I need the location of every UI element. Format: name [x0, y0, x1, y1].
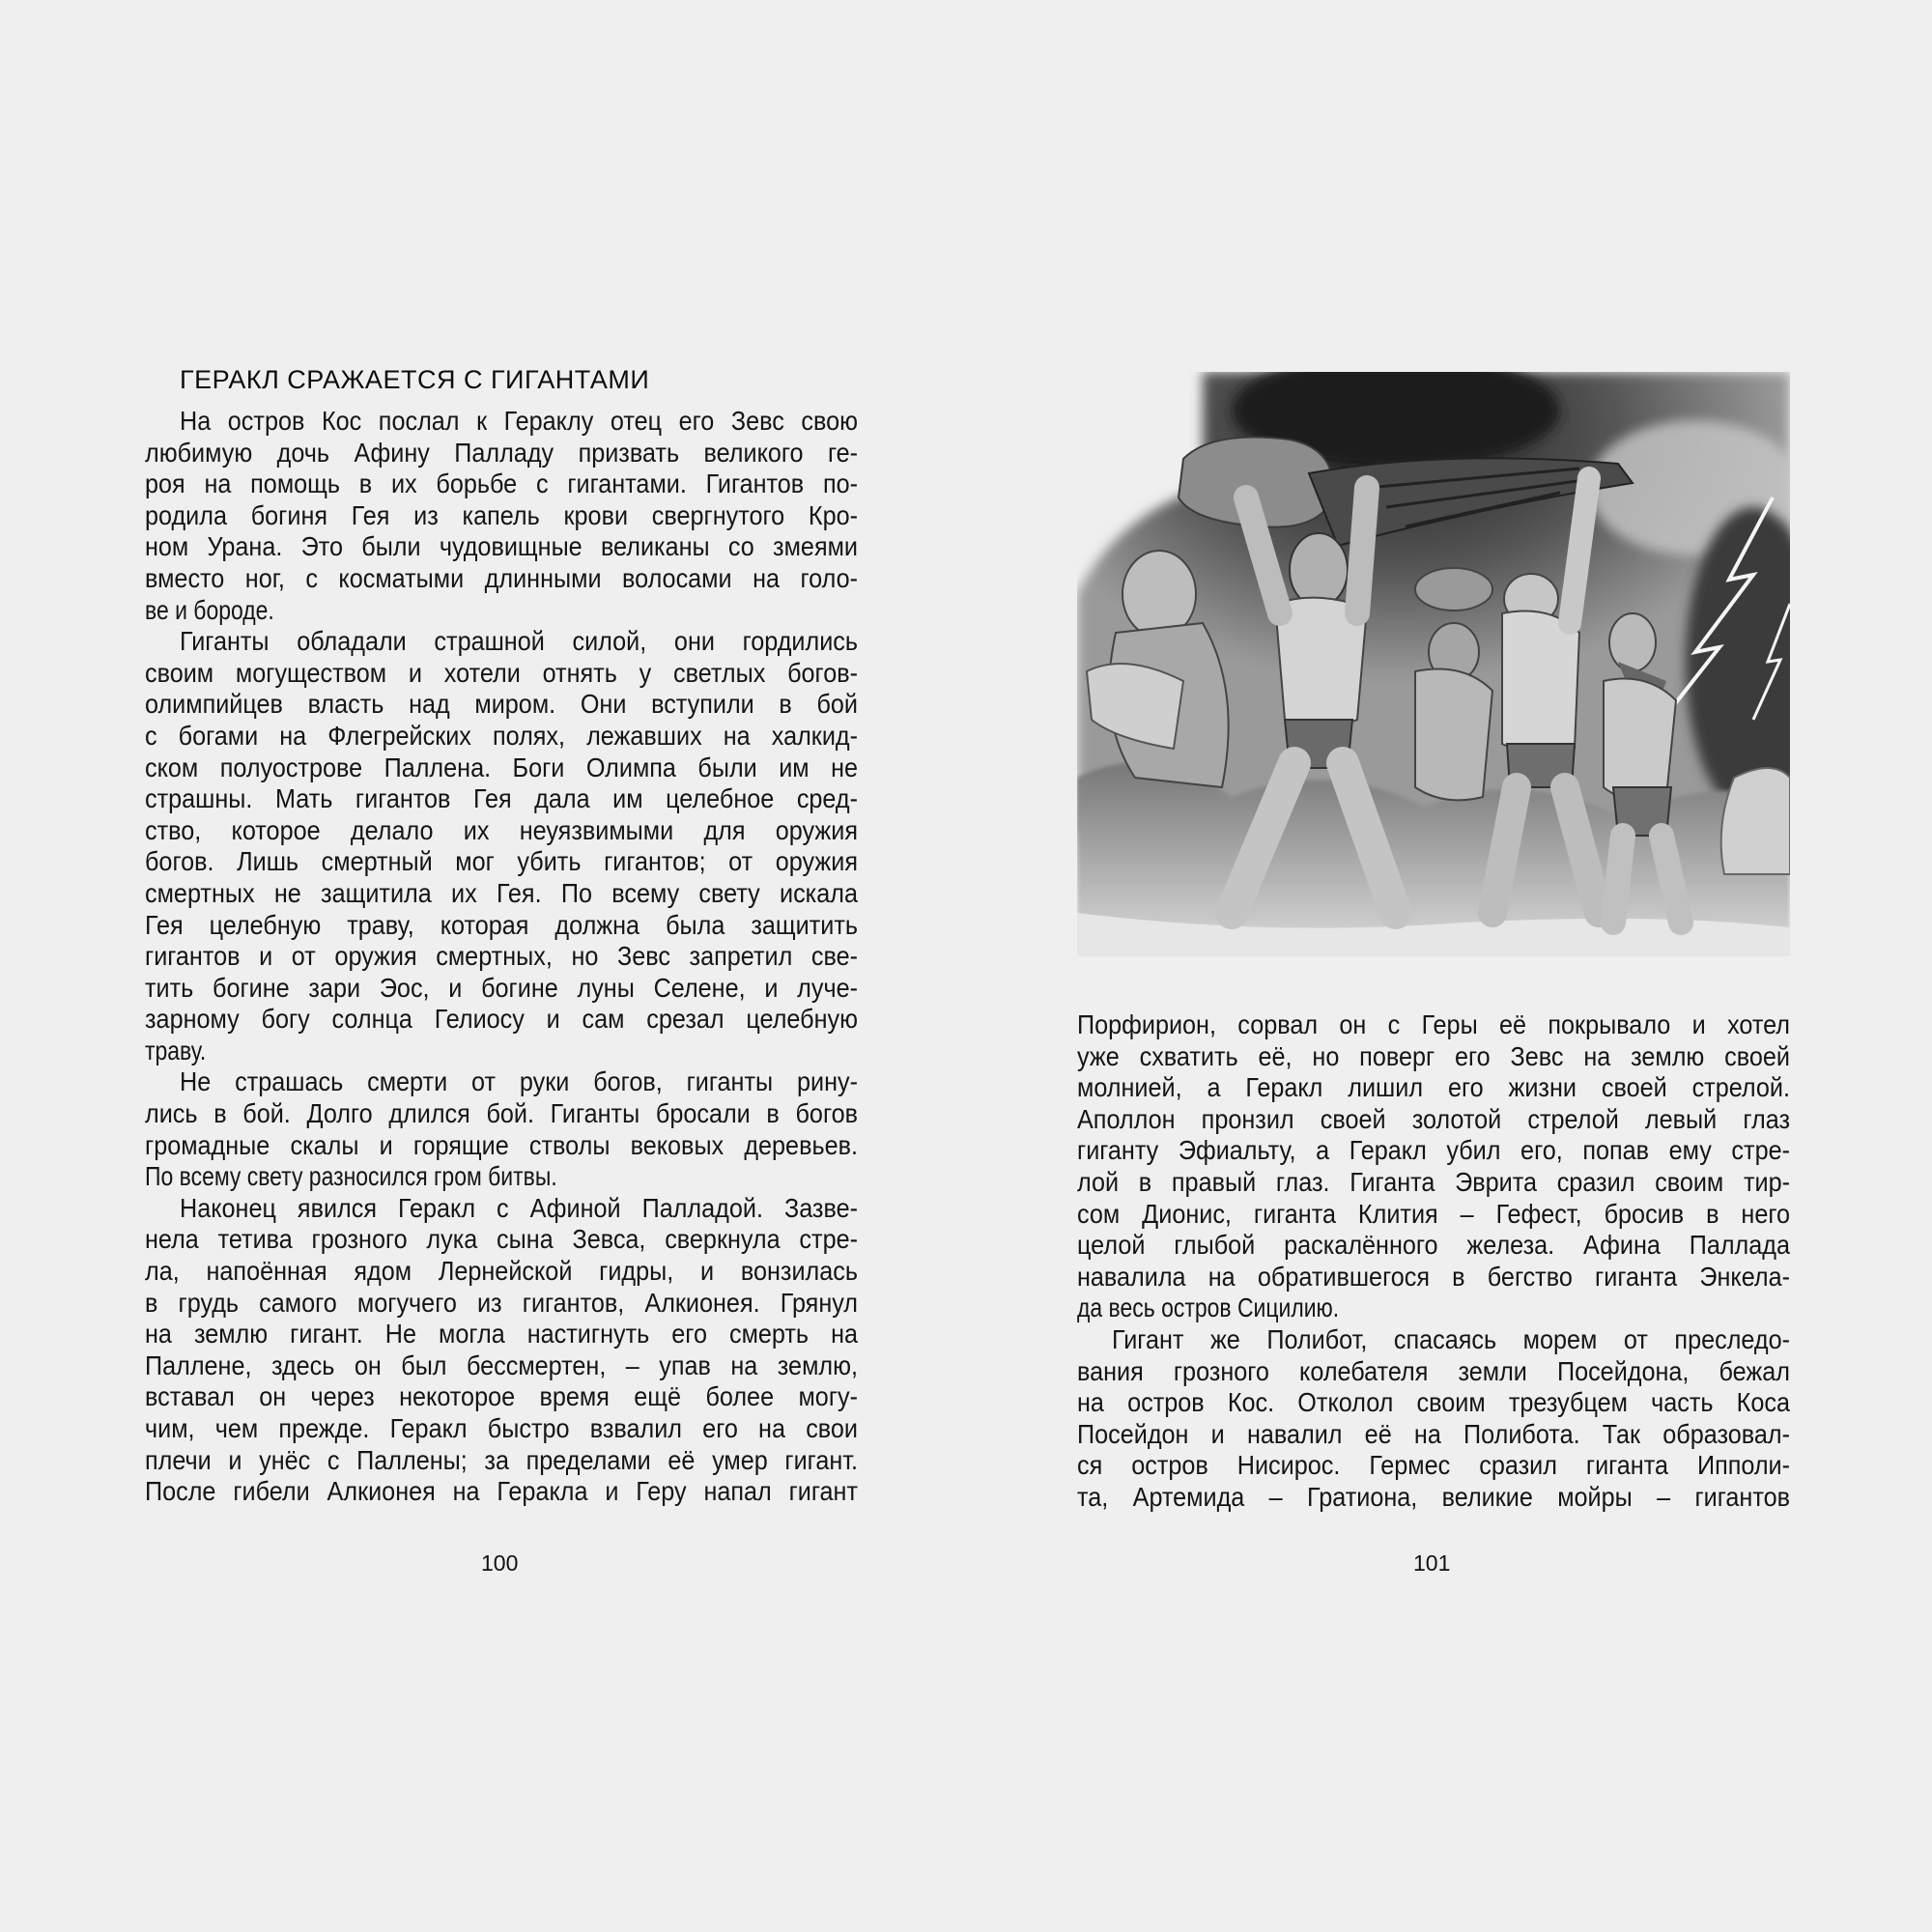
text-line-content: та, Артемида – Гратиона, великие мойры – гигантов: [1077, 1481, 1790, 1512]
text-line-content: ном Урана. Это были чудовищные великаны со змеями: [145, 531, 858, 562]
text-line-content: в грудь самого могучего из гигантов, Алкионея. Грянул: [145, 1287, 858, 1318]
text-line: [145, 1413, 858, 1445]
text-line-content: навалила на обратившегося в бегство гиганта Энкела-: [1077, 1261, 1790, 1292]
text-line-content: уже схватить её, но поверг его Зевс на землю своей: [1077, 1040, 1790, 1071]
text-line: [145, 1381, 858, 1413]
text-line: [145, 1130, 858, 1162]
text-line-content: Гея целебную траву, которая должна была защитить: [145, 909, 858, 940]
text-line: [145, 626, 858, 658]
text-line: [145, 878, 858, 910]
text-line-content: вместо ног, с косматыми длинными волосами на голо-: [145, 562, 858, 593]
text-line: [145, 469, 858, 500]
text-line-content: своим могуществом и хотели отнять у светлых богов-: [145, 657, 858, 688]
text-line-content: любимую дочь Афину Палладу призвать великого ге-: [145, 437, 858, 468]
text-line: [145, 1445, 858, 1477]
text-line-content: лой в правый глаз. Гиганта Эврита сразил своим тир-: [1077, 1166, 1790, 1197]
text-line: [1077, 1167, 1790, 1199]
text-line: [1077, 1387, 1790, 1419]
text-line: [145, 406, 858, 438]
text-line-content: траву.: [145, 1035, 207, 1065]
text-line: [1077, 1041, 1790, 1073]
text-line-content: зарному богу солнца Гелиосу и сам срезал целебную: [145, 1004, 858, 1035]
left-page-text: [145, 406, 858, 1508]
text-line-content: нела тетива грозного лука сына Зевса, сверкнула стре-: [145, 1224, 858, 1255]
text-line-content: Паллене, здесь он был бессмертен, – упав на землю,: [145, 1350, 858, 1380]
text-line: [1077, 1135, 1790, 1167]
text-line-content: ве и бороде.: [145, 594, 274, 625]
text-line-content: Не страшась смерти от руки богов, гиганты рину-: [180, 1066, 858, 1097]
text-line: [145, 1256, 858, 1288]
text-line-content: родила богиня Гея из капель крови свергнутого Кро-: [145, 499, 858, 530]
text-line: [1077, 1324, 1790, 1356]
text-line: [145, 973, 858, 1005]
illustration-image: [1077, 372, 1790, 956]
text-line-content: ся остров Нисирос. Гермес сразил гиганта Ипполи-: [1077, 1450, 1790, 1481]
text-line: [145, 1098, 858, 1130]
text-line: [145, 815, 858, 847]
text-line: [145, 753, 858, 784]
text-line: [145, 595, 858, 627]
text-line-content: страшны. Мать гигантов Гея дала им целебное сред-: [145, 783, 858, 814]
text-line-content: роя на помощь в их борьбе с гигантами. Гигантов по-: [145, 469, 858, 499]
text-line: [1077, 1450, 1790, 1482]
text-line: [1077, 1199, 1790, 1231]
text-line: [145, 1066, 858, 1098]
text-line-content: с богами на Флегрейских полях, лежавших на халкид-: [145, 720, 858, 751]
text-line-content: вставал он через некоторое время ещё более могу-: [145, 1381, 858, 1412]
text-line: [145, 910, 858, 942]
text-line-content: На остров Кос послал к Гераклу отец его Зевс свою: [180, 406, 858, 436]
text-line: [1077, 1009, 1790, 1041]
text-line: [145, 1036, 858, 1067]
text-line: [1077, 1482, 1790, 1514]
text-line: [145, 1224, 858, 1256]
text-line: [145, 531, 858, 563]
text-line: [1077, 1104, 1790, 1136]
text-line-content: ство, которое делало их неуязвимыми для оружия: [145, 814, 858, 845]
text-line-content: да весь остров Сицилию.: [1077, 1293, 1340, 1323]
text-line-content: ла, напоённая ядом Лернейской гидры, и вонзилась: [145, 1256, 858, 1287]
text-line: [145, 1004, 858, 1036]
text-line: [145, 689, 858, 721]
text-line: [145, 783, 858, 815]
text-line-content: молнией, а Геракл лишил его жизни своей стрелой.: [1077, 1072, 1790, 1103]
chapter-title: ГЕРАКЛ СРАЖАЕТСЯ С ГИГАНТАМИ: [180, 365, 650, 394]
text-line: [1077, 1072, 1790, 1104]
text-line-content: Гигант же Полибот, спасаясь морем от преследо-: [1112, 1323, 1790, 1354]
text-line: [1077, 1293, 1790, 1324]
text-line: [1077, 1419, 1790, 1451]
text-line-content: гигантов и от оружия смертных, но Зевс запретил све-: [145, 941, 858, 972]
text-line: [145, 500, 858, 532]
text-line-content: на остров Кос. Отколол своим трезубцем часть Коса: [1077, 1387, 1790, 1418]
text-line-content: олимпийцев власть над миром. Они вступили в бой: [145, 689, 858, 720]
text-line-content: ском полуострове Паллена. Боги Олимпа были им не: [145, 752, 858, 782]
text-line-content: гиганту Эфиальту, а Геракл убил его, попав ему стре-: [1077, 1135, 1790, 1166]
left-page: [145, 0, 858, 1932]
text-line: [145, 658, 858, 690]
text-line-content: смертных не защитила их Гея. По всему свету искала: [145, 877, 858, 908]
text-line-content: громадные скалы и горящие стволы вековых деревьев.: [145, 1129, 858, 1160]
text-line-content: лись в бой. Долго длился бой. Гиганты бросали в богов: [145, 1098, 858, 1129]
text-line: [1077, 1230, 1790, 1262]
text-line-content: Аполлон пронзил своей золотой стрелой левый глаз: [1077, 1103, 1790, 1134]
text-line: [145, 846, 858, 878]
text-line-content: Гиганты обладали страшной силой, они гордились: [180, 626, 858, 657]
text-line-content: богов. Лишь смертный мог убить гигантов; от оружия: [145, 846, 858, 877]
text-line: [1077, 1262, 1790, 1293]
text-line: [145, 1288, 858, 1320]
page-number-left: 100: [481, 1550, 519, 1576]
text-line-content: на землю гигант. Не могла настигнуть его смерть на: [145, 1319, 858, 1350]
text-line: [145, 1161, 858, 1193]
right-page-text: [1077, 1009, 1790, 1514]
text-line: [145, 438, 858, 469]
text-line-content: чим, чем прежде. Геракл быстро взвалил его на свои: [145, 1413, 858, 1443]
text-line-content: После гибели Алкионея на Геракла и Геру напал гигант: [145, 1476, 858, 1507]
text-line-content: тить богине зари Эос, и богине луны Селене, и луче-: [145, 972, 858, 1003]
text-line: [145, 1350, 858, 1382]
text-line: [145, 563, 858, 595]
text-line-content: Посейдон и навалил её на Полибота. Так образовал-: [1077, 1418, 1790, 1449]
text-line-content: Наконец явился Геракл с Афиной Палладой. Зазве-: [180, 1192, 858, 1223]
text-line: [145, 1319, 858, 1350]
text-line-content: Порфирион, сорвал он с Геры её покрывало и хотел: [1077, 1009, 1790, 1039]
text-line-content: сом Дионис, гиганта Клития – Гефест, бросив в него: [1077, 1198, 1790, 1229]
page-number-right: 101: [1413, 1550, 1451, 1576]
text-line: [145, 1476, 858, 1508]
text-line-content: целой глыбой раскалённого железа. Афина Паллада: [1077, 1230, 1790, 1261]
text-line: [1077, 1356, 1790, 1388]
text-line: [145, 1193, 858, 1225]
right-page: [1077, 0, 1790, 1932]
text-line-content: плечи и унёс с Паллены; за пределами её умер гигант.: [145, 1444, 858, 1475]
text-line-content: вания грозного колебателя земли Посейдона, бежал: [1077, 1355, 1790, 1386]
text-line: [145, 721, 858, 753]
text-line: [145, 941, 858, 973]
giants-battle-illustration: [1077, 372, 1790, 956]
text-line-content: По всему свету разносился гром битвы.: [145, 1161, 557, 1192]
